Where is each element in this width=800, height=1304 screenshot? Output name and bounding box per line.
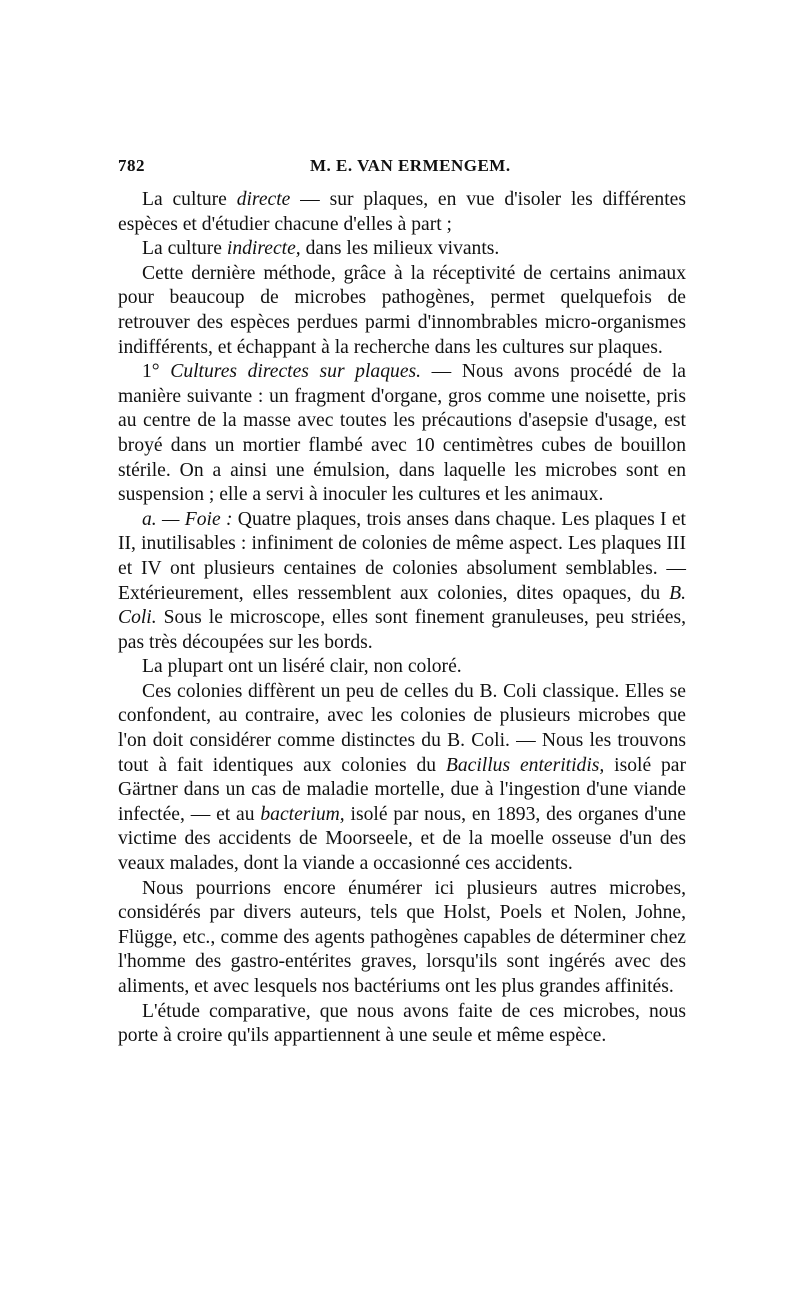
italic-heading: a. — Foie :	[142, 508, 233, 530]
paragraph-cultures-directes	[118, 360, 686, 508]
book-page	[118, 154, 686, 1049]
text-run: Ces colonies diffèrent un peu de celles du B. Coli classique. Elles se confondent, au contraire, avec les colonies de plusieurs microbes que l'on doit considérer comme distinctes du B. Coli. — Nous les trouvons tout à fait identiques aux colonies du	[118, 680, 686, 776]
paragraph-etude-comparative: L'étude comparative, que nous avons faite de ces microbes, nous porte à croire qu'ils appartiennent à une seule et même espèce.	[118, 1000, 686, 1047]
paragraph-culture-indirecte	[118, 237, 686, 262]
italic-term: directe	[236, 189, 291, 210]
italic-term: Bacillus enteritidis,	[445, 754, 605, 776]
paragraph-lisere: La plupart ont un liséré clair, non coloré.	[142, 656, 462, 678]
text-run: dans les milieux vivants.	[300, 238, 500, 260]
paragraph-culture-directe	[118, 188, 686, 237]
paragraph-autres-microbes: Nous pourrions encore énumérer ici plusieurs autres microbes, considérés par divers auteurs, tels que Holst, Poels et Nolen, Johne, Flügge, etc., comme des agents pathogènes capables de déterminer chez l'homme des gastro-entérites graves, lorsqu'ils sont ingérés avec des aliments, et avec lesquels nos bactériums ont les plus grandes affinités.	[118, 877, 686, 997]
text-run: La culture	[142, 238, 227, 260]
text-run: La culture	[142, 189, 237, 210]
italic-term: indirecte,	[226, 238, 301, 260]
text-run: 1°	[142, 361, 171, 383]
page-header	[118, 154, 686, 180]
paragraph-methode: Cette dernière méthode, grâce à la réceptivité de certains animaux pour beaucoup de microbes pathogènes, permet quelquefois de retrouver des espèces perdues parmi d'innombrables micro-organismes indifférents, et échappant à la recherche dans les cultures sur plaques.	[118, 262, 686, 358]
text-run: Sous le microscope, elles sont finement granuleuses, peu striées, pas très découpées sur les bords.	[118, 607, 686, 653]
text-run: isolé par nous, en 1893, des organes d'une victime des accidents de Moorseele, et de la moelle osseuse d'un des veaux malades, dont la viande a occasionné ces accidents.	[118, 803, 687, 875]
paragraph-foie	[118, 508, 686, 656]
italic-term: bacterium,	[260, 803, 345, 825]
text-run: Quatre plaques, trois anses dans chaque. Les plaques I et II, inutilisables : infiniment de colonies de même aspect. Les plaques III et IV ont plusieurs centaines de colonies absolument semblables. — Extérieurement, elles ressemblent aux colonies, dites opaques, du	[118, 508, 686, 604]
italic-heading: Cultures directes sur plaques.	[170, 361, 422, 383]
italic-term: B. Coli.	[118, 582, 686, 629]
page-number: 782	[118, 156, 145, 175]
running-title: M. E. VAN ERMENGEM.	[310, 156, 511, 175]
text-run: isolé par Gärtner dans un cas de maladie mortelle, due à l'ingestion d'une viande infectée, — et au	[118, 754, 687, 825]
text-run: — Nous avons procédé de la manière suivante : un fragment d'organe, gros comme une noisette, pris au centre de la masse avec toutes les précautions d'asepsie d'usage, est broyé dans un mortier flambé avec 10 centimètres cubes de bouillon stérile. On a ainsi une émulsion, dans laquelle les microbes sont en suspension ; elle a servi à inoculer les cultures et les animaux.	[118, 361, 686, 506]
paragraph-colonies	[118, 680, 686, 877]
text-run: — sur plaques, en vue d'isoler les différentes espèces et d'étudier chacune d'elles à part ;	[118, 189, 686, 235]
